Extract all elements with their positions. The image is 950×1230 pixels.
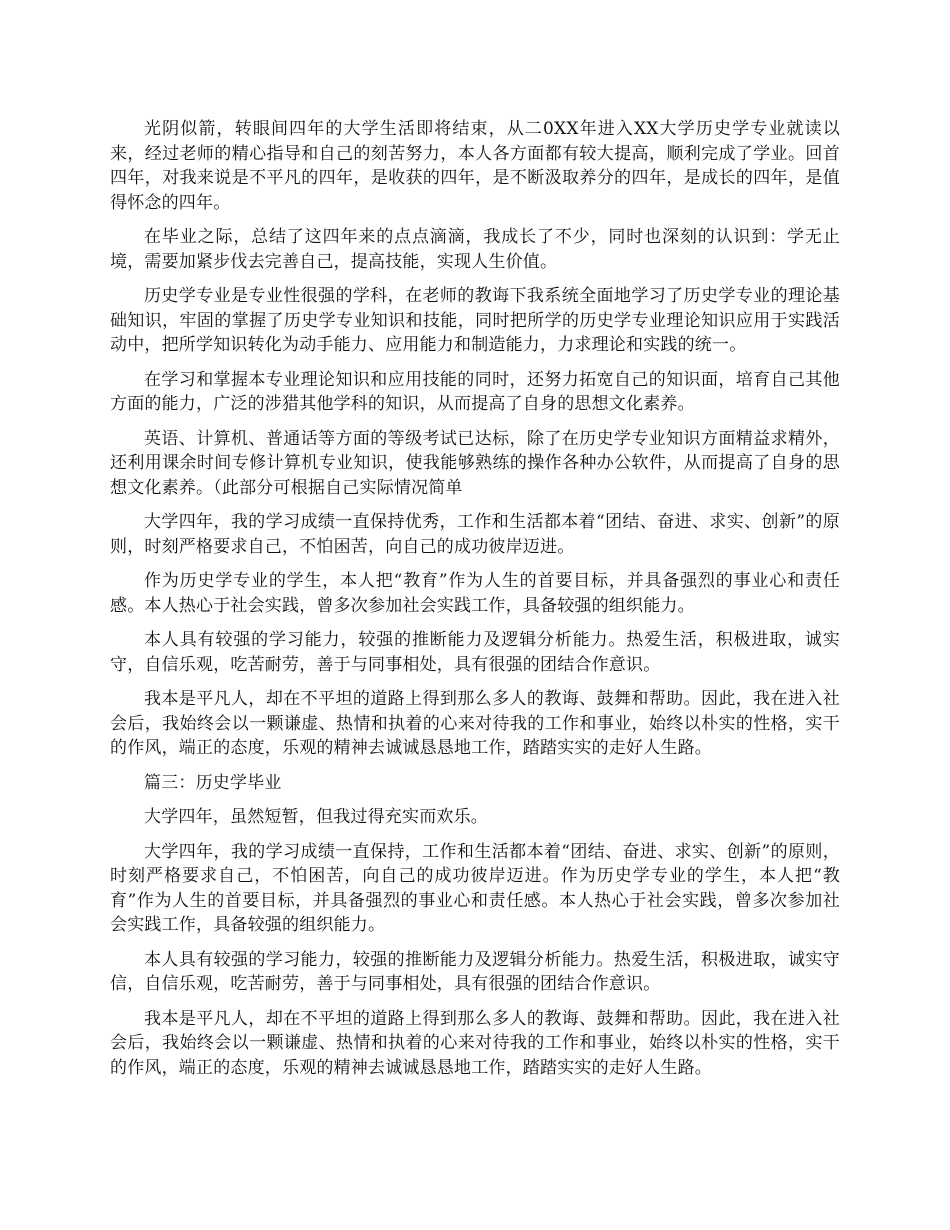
paragraph-grades-2: 大学四年，我的学习成绩一直保持，工作和生活都本着“团结、奋进、求实、创新”的原则，时刻严格要求自己，不怕困苦，向自己的成功彼岸迈进。作为历史学专业的学生，本人把“教育”作为人生的首要目标，并具备强烈的事业心和责任感。本人热心于社会实践，曾多次参加社会实践工作，具备较强的组织能力。 [110,841,840,935]
paragraph-short-intro: 大学四年，虽然短暂，但我过得充实而欢乐。 [144,807,488,827]
paragraph-gratitude: 我本是平凡人，却在不平坦的道路上得到那么多人的教诲、鼓舞和帮助。因此，我在进入社会后，我始终会以一颗谦虚、热情和执着的心来对待我的工作和事业，始终以朴实的性格，实干的作风，端正的态度，乐观的精神去诚诚恳恳地工作，踏踏实实的走好人生路。 [110,689,840,758]
paragraph-intro: 光阴似箭，转眼间四年的大学生活即将结束，从二0XX年进入XX大学历史学专业就读以来，经过老师的精心指导和自己的刻苦努力，本人各方面都有较大提高，顺利完成了学业。回首四年，对我来说是不平凡的四年，是收获的四年，是不断汲取养分的四年，是成长的四年，是值得怀念的四年。 [110,119,840,213]
document-page [110,117,840,1090]
paragraph-grades: 大学四年，我的学习成绩一直保持优秀，工作和生活都本着“团结、奋进、求实、创新”的原则，时刻严格要求自己，不怕困苦，向自己的成功彼岸迈进。 [110,512,840,557]
paragraph-abilities-2: 本人具有较强的学习能力，较强的推断能力及逻辑分析能力。热爱生活，积极进取，诚实守信，自信乐观，吃苦耐劳，善于与同事相处，具有很强的团结合作意识。 [110,949,840,994]
paragraph-major-study: 历史学专业是专业性很强的学科，在老师的教诲下我系统全面地学习了历史学专业的理论基础知识，牢固的掌握了历史学专业知识和技能，同时把所学的历史学专业理论知识应用于实践活动中，把所学知识转化为动手能力、应用能力和制造能力，力求理论和实践的统一。 [110,286,840,355]
section-heading: 篇三：历史学毕业 [144,772,282,793]
paragraph-abilities: 本人具有较强的学习能力，较强的推断能力及逻辑分析能力。热爱生活，积极进取，诚实守，自信乐观，吃苦耐劳，善于与同事相处，具有很强的团结合作意识。 [110,630,840,675]
paragraph-education-goal: 作为历史学专业的学生，本人把“教育”作为人生的首要目标，并具备强烈的事业心和责任感。本人热心于社会实践，曾多次参加社会实践工作，具备较强的组织能力。 [110,571,840,616]
paragraph-graduation-summary: 在毕业之际，总结了这四年来的点点滴滴，我成长了不少，同时也深刻的认识到：学无止境，需要加紧步伐去完善自己，提高技能，实现人生价值。 [110,227,840,272]
paragraph-gratitude-2: 我本是平凡人，却在不平坦的道路上得到那么多人的教诲、鼓舞和帮助。因此，我在进入社会后，我始终会以一颗谦虚、热情和执着的心来对待我的工作和事业，始终以朴实的性格，实干的作风，端正的态度，乐观的精神去诚诚恳恳地工作，踏踏实实的走好人生路。 [110,1008,840,1078]
paragraph-broaden-knowledge: 在学习和掌握本专业理论知识和应用技能的同时，还努力拓宽自己的知识面，培育自己其他方面的能力，广泛的涉猎其他学科的知识，从而提高了自身的思想文化素养。 [110,369,840,414]
paragraph-exams: 英语、计算机、普通话等方面的等级考试已达标，除了在历史学专业知识方面精益求精外，还利用课余时间专修计算机专业知识，使我能够熟练的操作各种办公软件，从而提高了自身的思想文化素养。（此部分可根据自己实际情况简单 [110,428,840,498]
